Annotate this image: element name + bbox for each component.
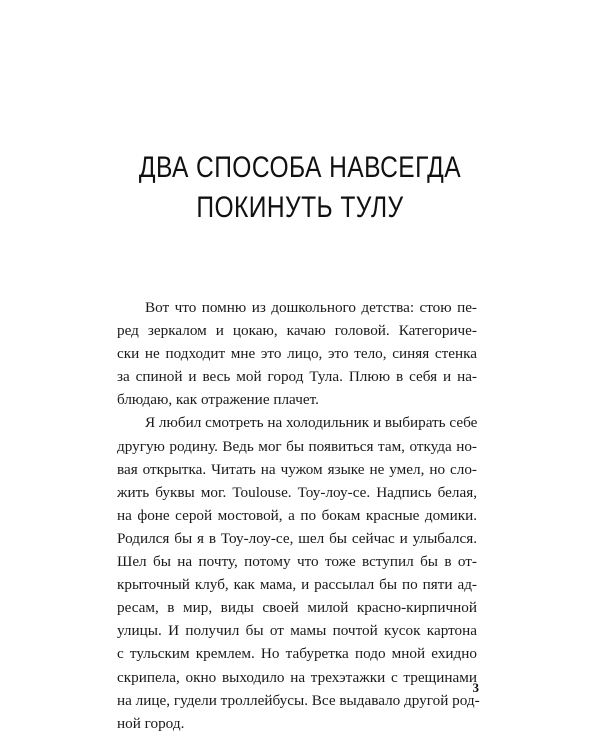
text-line: за спиной и весь мой город Тула. Плюю в себя и на- [117, 368, 477, 386]
text-line: ресам, в мир, виды своей милой красно-кирпичной [117, 599, 477, 617]
text-line: скрипела, окно выходило на трехэтажки с трещинами [117, 668, 477, 686]
text-line: Вот что помню из дошкольного детства: стою пе- [145, 299, 477, 316]
text-line: Шел бы на почту, потому что тоже вступил бы в от- [117, 553, 477, 571]
chapter-title-line-1: ДВА СПОСОБА НАВСЕГДА [138, 151, 462, 184]
text-line: с тульским кремлем. Но табуретка подо мной ехидно [117, 645, 477, 663]
text-line: ной город. [117, 714, 185, 732]
text-line: блюдаю, как отражение плачет. [117, 391, 319, 409]
chapter-body [117, 296, 480, 735]
chapter-title [54, 148, 546, 228]
page-number: 3 [472, 680, 479, 695]
text-line: другую родину. Ведь мог бы появиться там, откуда но- [117, 437, 477, 455]
text-line: ред зеркалом и цокаю, качаю головой. Категориче- [117, 322, 477, 340]
text-line: Я любил смотреть на холодильник и выбирать себе [145, 414, 478, 432]
text-line: на фоне серой мостовой, а по бокам красные домики. [117, 506, 477, 524]
text-line: Родился бы я в Тоу-лоу-се, шел бы сейчас и улыбался. [117, 529, 477, 547]
text-line: улицы. И получил бы от мамы почтой кусок картона [117, 622, 477, 640]
text-line: ски не подходит мне это лицо, это тело, синяя стенка [117, 345, 477, 363]
text-line: крыточный клуб, как мама, и рассылал бы по пяти ад- [117, 576, 477, 594]
text-line: жить буквы мог. Toulouse. Тоу-лоу-се. Надпись белая, [117, 483, 477, 501]
chapter-title-line-2: ПОКИНУТЬ ТУЛУ [196, 191, 404, 224]
text-line: вая открытка. Читать на чужом языке не умел, но сло- [117, 460, 477, 478]
text-line: на лице, гудели троллейбусы. Все выдавало другой род- [117, 691, 480, 709]
